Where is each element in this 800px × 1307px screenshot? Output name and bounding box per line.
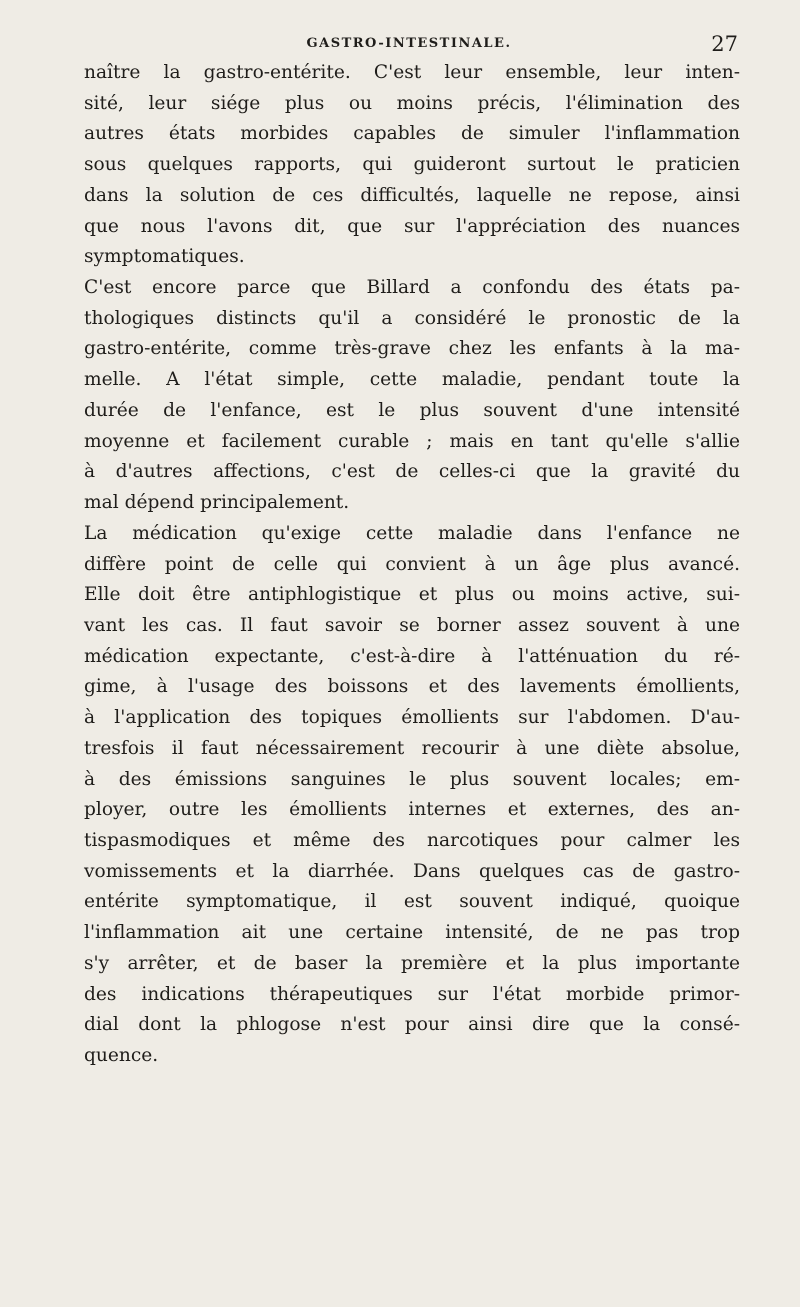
text-line: mal dépend principalement.	[84, 492, 350, 514]
running-title: GASTRO-INTESTINALE.	[306, 36, 512, 51]
text-line: tispasmodiques et même des narcotiques pour calmer les	[84, 829, 740, 851]
text-line: vant les cas. Il faut savoir se borner assez souvent à une	[84, 614, 740, 636]
text-line: naître la gastro-entérite. C'est leur ensemble, leur inten-	[84, 62, 740, 83]
text-line: des indications thérapeutiques sur l'état morbide primor-	[84, 983, 740, 1005]
text-line: dial dont la phlogose n'est pour ainsi dire que la consé-	[84, 1014, 740, 1036]
text-line: à des émissions sanguines le plus souvent locales; em-	[84, 768, 740, 790]
text-line: dans la solution de ces difficultés, laquelle ne repose, ainsi	[84, 184, 740, 206]
page-number: 27	[711, 32, 738, 56]
running-head	[80, 32, 738, 56]
text-line: diffère point de celle qui convient à un âge plus avancé.	[84, 553, 740, 575]
text-line: moyenne et facilement curable ; mais en tant qu'elle s'allie	[84, 430, 740, 452]
text-line: que nous l'avons dit, que sur l'appréciation des nuances	[84, 215, 740, 237]
text-line: sité, leur siége plus ou moins précis, l'élimination des	[84, 92, 740, 114]
text-line: quence.	[84, 1045, 159, 1066]
text-line: l'inflammation ait une certaine intensité, de ne pas trop	[84, 922, 740, 944]
text-line: à d'autres affections, c'est de celles-ci que la gravité du	[84, 461, 740, 483]
text-line: thologiques distincts qu'il a considéré le pronostic de la	[84, 307, 740, 329]
text-line: La médication qu'exige cette maladie dans l'enfance ne	[84, 522, 740, 544]
text-line: autres états morbides capables de simuler l'inflammation	[84, 123, 740, 145]
text-line: s'y arrêter, et de baser la première et la plus importante	[84, 952, 740, 974]
text-line: C'est encore parce que Billard a confondu des états pa-	[84, 277, 740, 299]
text-line: melle. A l'état simple, cette maladie, pendant toute la	[84, 369, 740, 391]
body-text	[84, 58, 740, 1072]
text-line: médication expectante, c'est-à-dire à l'atténuation du ré-	[84, 645, 740, 667]
text-line: gastro-entérite, comme très-grave chez les enfants à la ma-	[84, 338, 740, 360]
text-line: sous quelques rapports, qui guideront surtout le praticien	[84, 154, 740, 176]
text-line: symptomatiques.	[84, 246, 245, 268]
text-line: durée de l'enfance, est le plus souvent d'une intensité	[84, 399, 740, 421]
text-line: Elle doit être antiphlogistique et plus ou moins active, sui-	[84, 584, 740, 606]
text-line: vomissements et la diarrhée. Dans quelques cas de gastro-	[84, 860, 740, 882]
text-line: tresfois il faut nécessairement recourir à une diète absolue,	[84, 737, 740, 759]
text-line: ployer, outre les émollients internes et externes, des an-	[84, 799, 740, 821]
text-line: gime, à l'usage des boissons et des lavements émollients,	[84, 676, 740, 698]
text-line: entérite symptomatique, il est souvent indiqué, quoique	[84, 891, 740, 913]
text-line: à l'application des topiques émollients sur l'abdomen. D'au-	[84, 707, 740, 729]
